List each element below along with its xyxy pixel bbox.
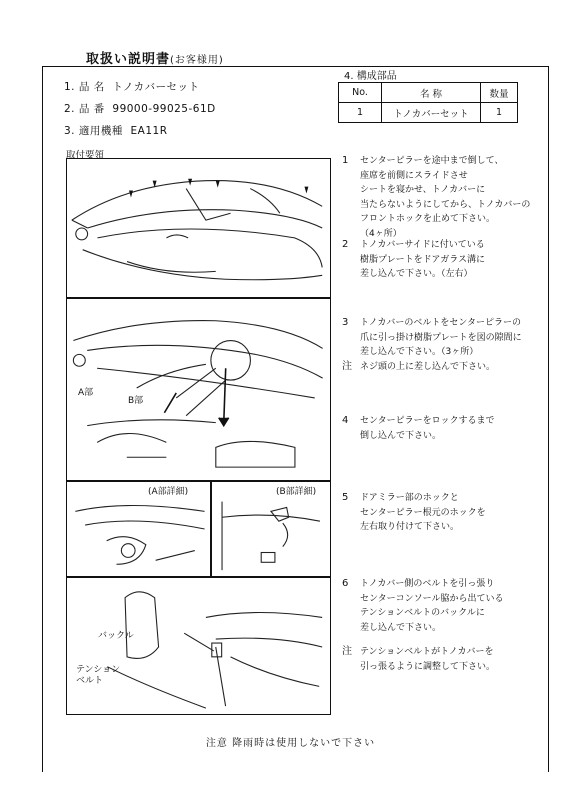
step-6: [342, 577, 552, 635]
parts-header-no: No.: [339, 83, 382, 103]
info-label: 2. 品 番: [64, 103, 105, 115]
parts-title: 4. 構成部品: [344, 71, 397, 82]
parts-cell-qty: 1: [481, 103, 518, 123]
label-b-part: B部: [128, 396, 144, 406]
step-3: [342, 316, 552, 360]
figure-4-drawing: [67, 578, 330, 714]
figure-3a-drawing: [67, 482, 210, 576]
step-number: 2: [342, 239, 349, 250]
label-tension-belt: テンション ベルト: [76, 665, 121, 686]
note-mark: 注: [342, 361, 352, 372]
procedure-label: 取付要領: [66, 150, 105, 161]
note-2: [342, 645, 552, 674]
parts-header-row: [339, 83, 518, 103]
step-number: 4: [342, 415, 349, 426]
figure-3a-a-detail: [66, 481, 211, 577]
info-value: EA11R: [130, 125, 168, 137]
title-text: 取扱い説明書: [86, 52, 171, 67]
table-row: [339, 103, 518, 123]
step-number: 5: [342, 492, 349, 503]
step-number: 3: [342, 317, 349, 328]
step-text: トノカバーサイドに付いている 樹脂プレートをドアガラス溝に 差し込んで下さい。（左右）: [360, 240, 486, 279]
label-buckle: バックル: [98, 631, 134, 641]
figure-4-tension-belt: [66, 577, 331, 715]
parts-header-name: 名 称: [382, 83, 481, 103]
note-text: テンションベルトがトノカバーを 引っ張るように調整して下さい。: [360, 647, 496, 672]
step-text: トノカバーのベルトをセンターピラーの 爪に引っ掛け樹脂プレートを図の隙間に 差し込んで下さい。（3ヶ所）: [360, 318, 522, 357]
parts-table: [338, 82, 518, 123]
info-row-part-number: [64, 101, 216, 116]
label-b-detail: (B部詳細): [276, 487, 317, 497]
step-text: トノカバー側のベルトを引っ張り センターコンソール脇から出ている テンションベルトのバックルに 差し込んで下さい。: [360, 579, 504, 633]
figure-2-belt-and-pillar: [66, 298, 331, 481]
info-value: 99000-99025-61D: [112, 103, 216, 115]
figure-2-drawing: [67, 299, 330, 480]
note-text: ネジ頭の上に差し込んで下さい。: [360, 362, 496, 372]
info-row-product-name: [64, 79, 199, 94]
figure-1-drawing: [67, 159, 330, 297]
info-label: 3. 適用機種: [64, 125, 123, 137]
info-value: トノカバーセット: [112, 81, 200, 93]
step-4: [342, 414, 552, 443]
parts-cell-name: トノカバーセット: [382, 103, 481, 123]
step-number: 1: [342, 155, 349, 166]
info-label: 1. 品 名: [64, 81, 105, 93]
note-1: [342, 360, 552, 375]
title-subtitle: (お客様用): [170, 55, 224, 66]
step-text: センターピラーをロックするまで 倒し込んで下さい。: [360, 416, 495, 441]
step-text: センターピラーを途中まで倒して、 座席を前側にスライドさせ シートを寝かせ、トノカバーに 当たらないようにしてから、トノカバーの フロントホックを止めて下さい。 （4ヶ所）: [360, 156, 531, 239]
frame-left-rule: [42, 66, 43, 772]
footer-caution: 注意 降雨時は使用しないで下さい: [205, 738, 376, 749]
parts-cell-no: 1: [339, 103, 382, 123]
step-number: 6: [342, 578, 349, 589]
label-a-detail: (A部詳細): [148, 487, 189, 497]
step-2: [342, 238, 552, 282]
step-1: [342, 154, 552, 241]
document-title: [86, 48, 224, 67]
parts-header-qty: 数量: [481, 83, 518, 103]
step-text: ドアミラー部のホックと センターピラー根元のホックを 左右取り付けて下さい。: [360, 493, 486, 532]
label-a-part: A部: [78, 388, 94, 398]
frame-top-rule: [42, 66, 548, 67]
figure-1-front-hooks: [66, 158, 331, 298]
note-mark: 注: [342, 646, 352, 657]
step-5: [342, 491, 552, 535]
info-row-applicable-model: [64, 123, 168, 138]
